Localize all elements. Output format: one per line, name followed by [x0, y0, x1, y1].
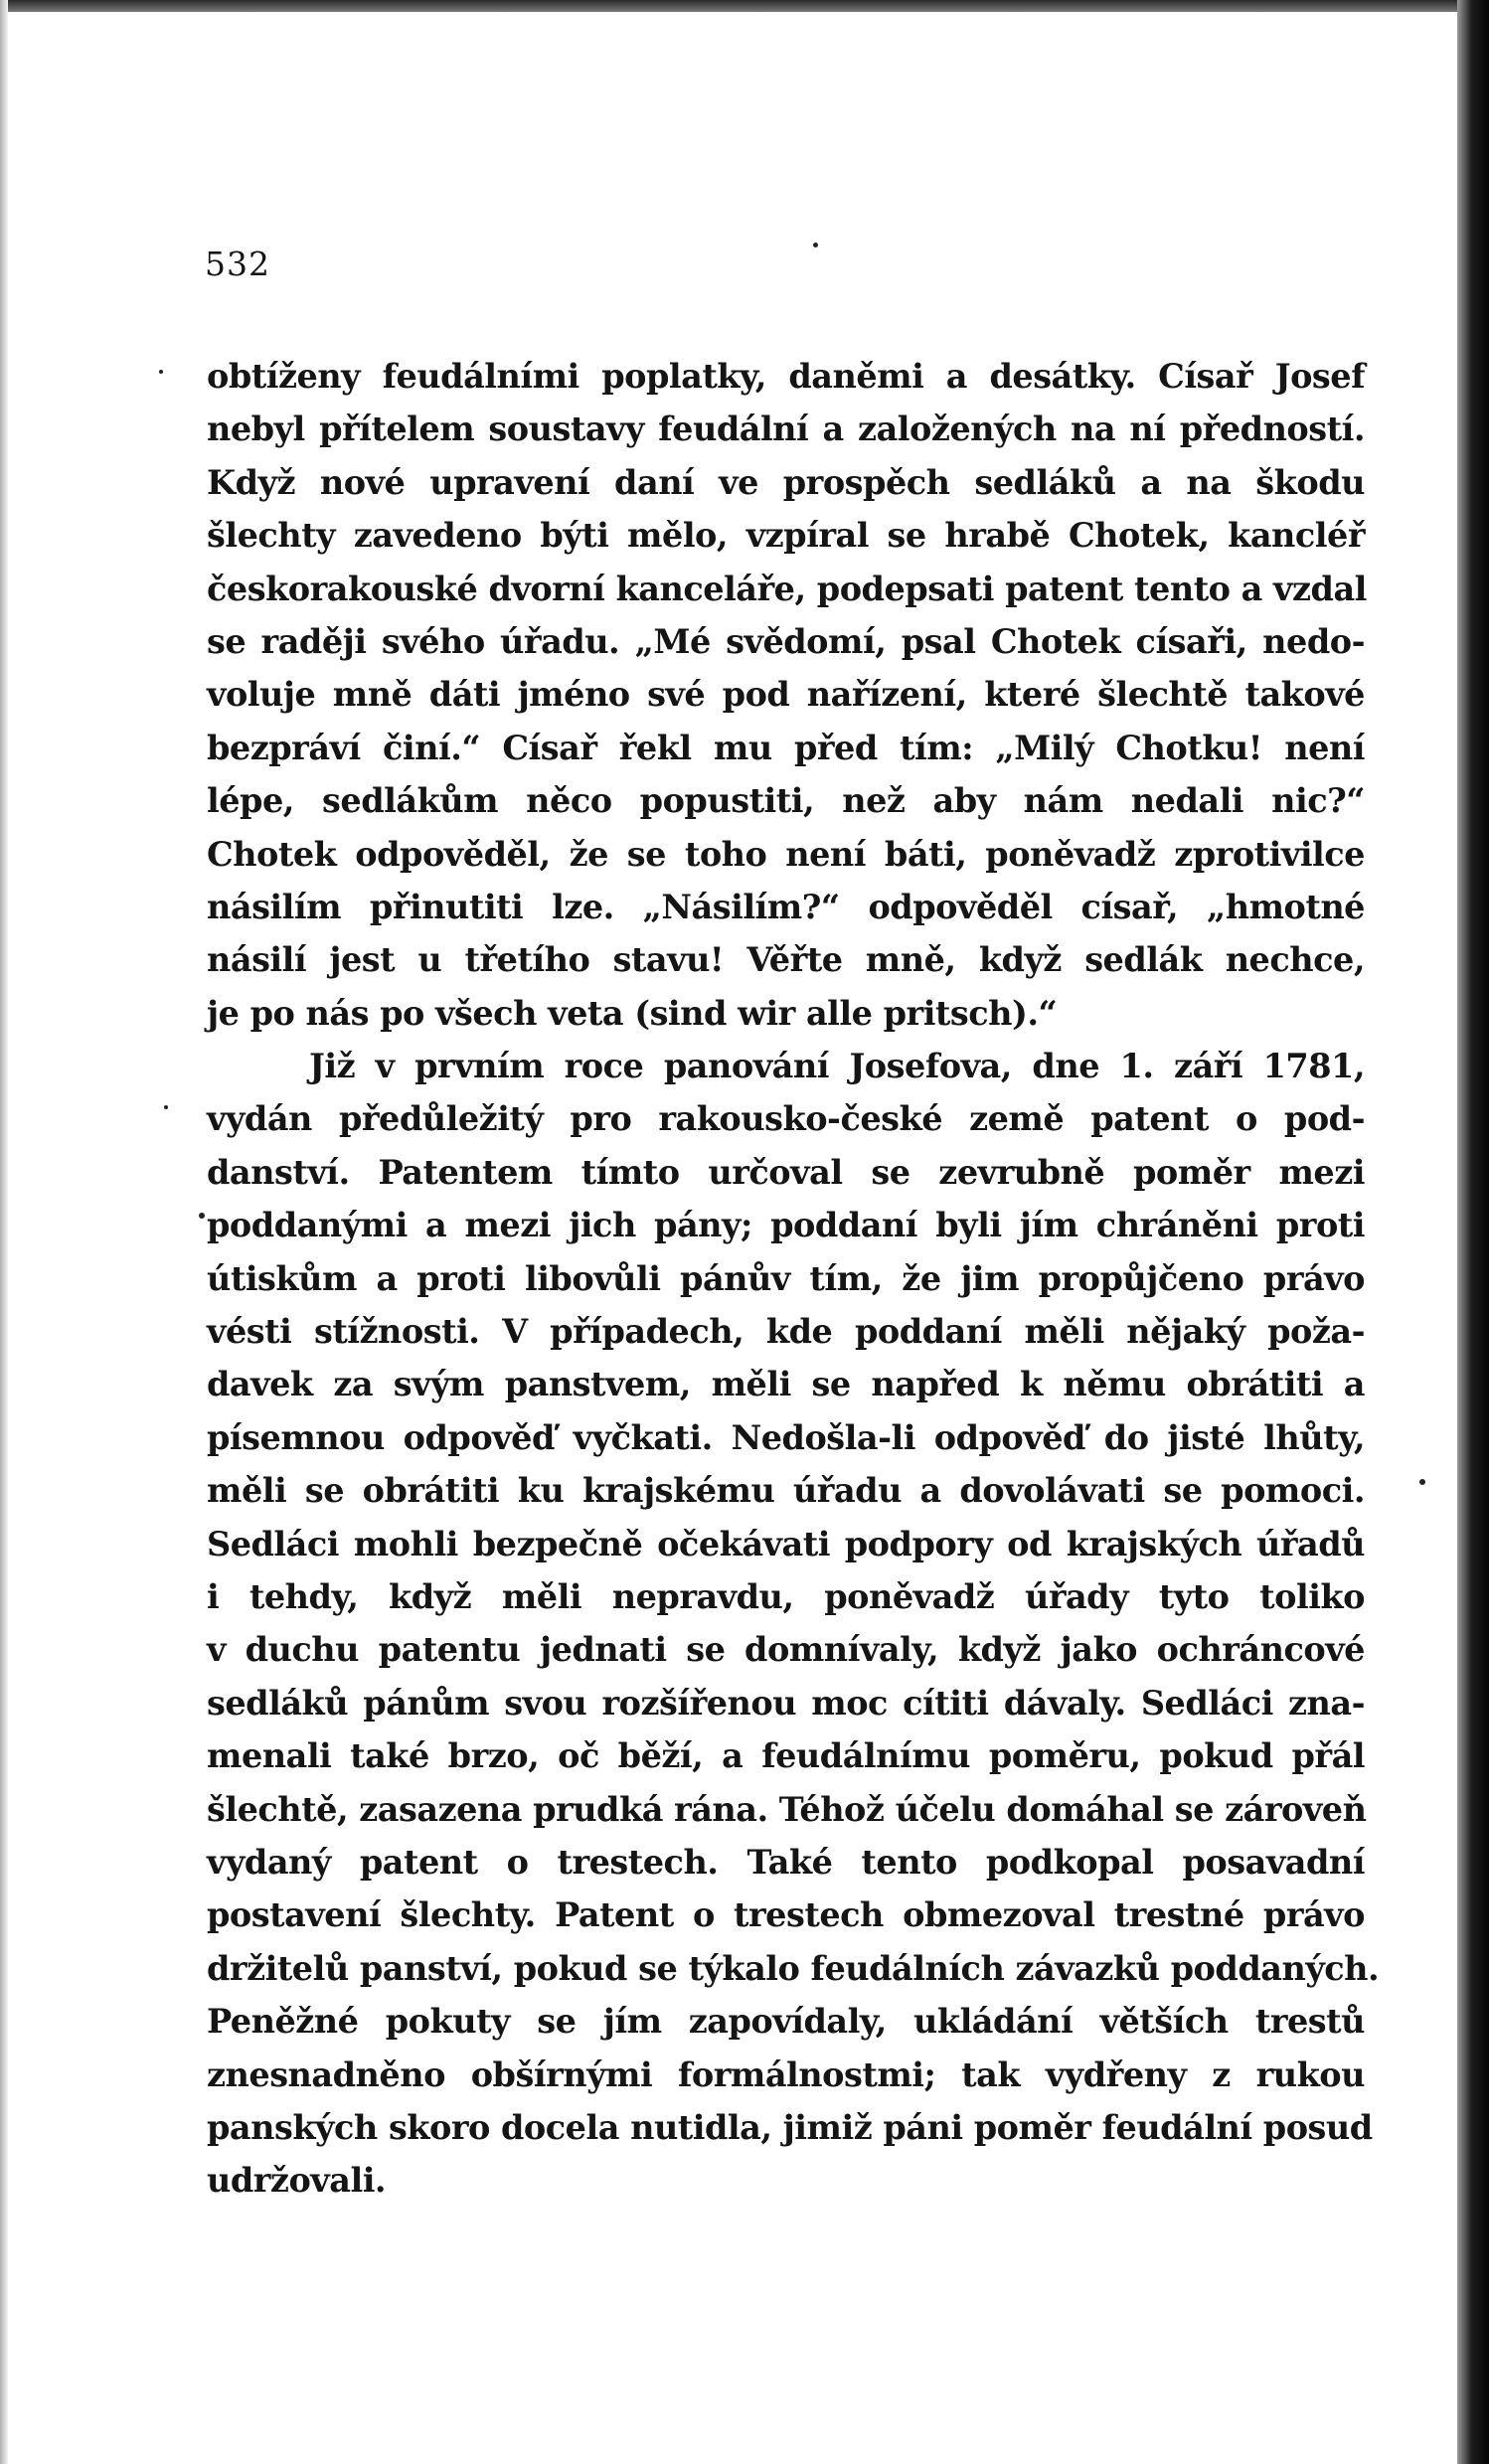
- paragraph-end-line: udržovali.: [207, 2161, 387, 2201]
- text-line: násilí jest u třetího stavu! Věřte mně, když sedlák nechce,: [207, 940, 1365, 980]
- body-text: [207, 350, 1380, 2208]
- text-line: Když nové upravení daní ve prospěch sedláků a na škodu: [207, 462, 1365, 502]
- text-line: písemnou odpověď vyčkati. Nedošla-li odpověď do jisté lhůty,: [207, 1417, 1365, 1457]
- paragraph-end-line: je po nás po všech veta (sind wir alle pritsch).“: [207, 993, 1058, 1033]
- text-line: panských skoro docela nutidla, jimiž páni poměr feudální posud: [207, 2107, 1373, 2147]
- text-line: davek za svým panstvem, měli se napřed k němu obrátiti a: [207, 1365, 1365, 1404]
- text-line: postavení šlechty. Patent o trestech obmezoval trestné právo: [207, 1895, 1365, 1935]
- text-line: vésti stížnosti. V případech, kde poddaní měli nějaký poža-: [207, 1312, 1365, 1352]
- text-line: Sedláci mohli bezpečně očekávati podpory od krajských úřadů: [207, 1524, 1365, 1563]
- scan-speck: [159, 370, 163, 374]
- text-line: českorakouské dvorní kanceláře, podepsati patent tento a vzdal: [207, 569, 1367, 608]
- text-line: držitelů panství, pokud se týkalo feudálních závazků poddaných.: [207, 1948, 1380, 1988]
- text-line: násilím přinutiti lze. „Násilím?“ odpověděl císař, „hmotné: [207, 887, 1365, 926]
- text-line: nebyl přítelem soustavy feudální a založených na ní předností.: [207, 410, 1365, 449]
- text-line: danství. Patentem tímto určoval se zevrubně poměr mezi: [207, 1152, 1365, 1192]
- text-line: voluje mně dáti jméno své pod nařízení, které šlechtě takové: [207, 675, 1365, 715]
- text-line: sedláků pánům svou rozšířenou moc cítiti dávaly. Sedláci zna-: [207, 1683, 1365, 1723]
- text-line: šlechtě, zasazena prudká rána. Téhož účelu domáhal se zároveň: [207, 1789, 1367, 1829]
- scan-speck: [164, 1105, 168, 1109]
- scan-speck: [1419, 1479, 1425, 1485]
- text-line: bezpráví činí.“ Císař řekl mu před tím: „Milý Chotku! není: [207, 728, 1365, 767]
- text-line: lépe, sedlákům něco popustiti, než aby nám nedali nic?“: [207, 781, 1365, 821]
- text-line: znesnadněno obšírnými formálnostmi; tak vydřeny z rukou: [207, 2054, 1365, 2094]
- page-number: 532: [205, 245, 270, 283]
- text-line: i tehdy, když měli nepravdu, poněvadž úřady tyto toliko: [207, 1576, 1365, 1616]
- text-line: se raději svého úřadu. „Mé svědomí, psal Chotek císaři, nedo-: [207, 621, 1365, 661]
- scan-speck: [199, 1213, 205, 1219]
- text-line: menali také brzo, oč běží, a feudálnímu poměru, pokud přál: [207, 1736, 1365, 1776]
- text-line: obtíženy feudálními poplatky, daněmi a desátky. Císař Josef: [207, 357, 1365, 396]
- text-line: Peněžné pokuty se jím zapovídaly, ukládání větších trestů: [207, 2002, 1365, 2042]
- text-line: měli se obrátiti ku krajskému úřadu a dovolávati se pomoci.: [207, 1471, 1365, 1511]
- text-line: Chotek odpověděl, že se toho není báti, poněvadž zprotivilce: [207, 834, 1365, 874]
- text-line: v duchu patentu jednati se domnívaly, když jako ochráncové: [207, 1630, 1365, 1670]
- text-line: šlechty zavedeno býti mělo, vzpíral se hrabě Chotek, kancléř: [207, 516, 1365, 556]
- text-line: útiskům a proti libovůli pánův tím, že jim propůjčeno právo: [207, 1258, 1365, 1298]
- text-line: vydán předůležitý pro rakousko-české země patent o pod-: [207, 1099, 1365, 1139]
- scan-speck: [813, 243, 818, 247]
- text-line: vydaný patent o trestech. Také tento podkopal posavadní: [207, 1842, 1365, 1882]
- text-line: poddanými a mezi jich pány; poddaní byli jím chráněni proti: [207, 1206, 1365, 1245]
- scan-right-shadow: [1457, 0, 1489, 2464]
- paragraph-start-line: Již v prvním roce panování Josefova, dne 1. září 1781,: [309, 1047, 1365, 1086]
